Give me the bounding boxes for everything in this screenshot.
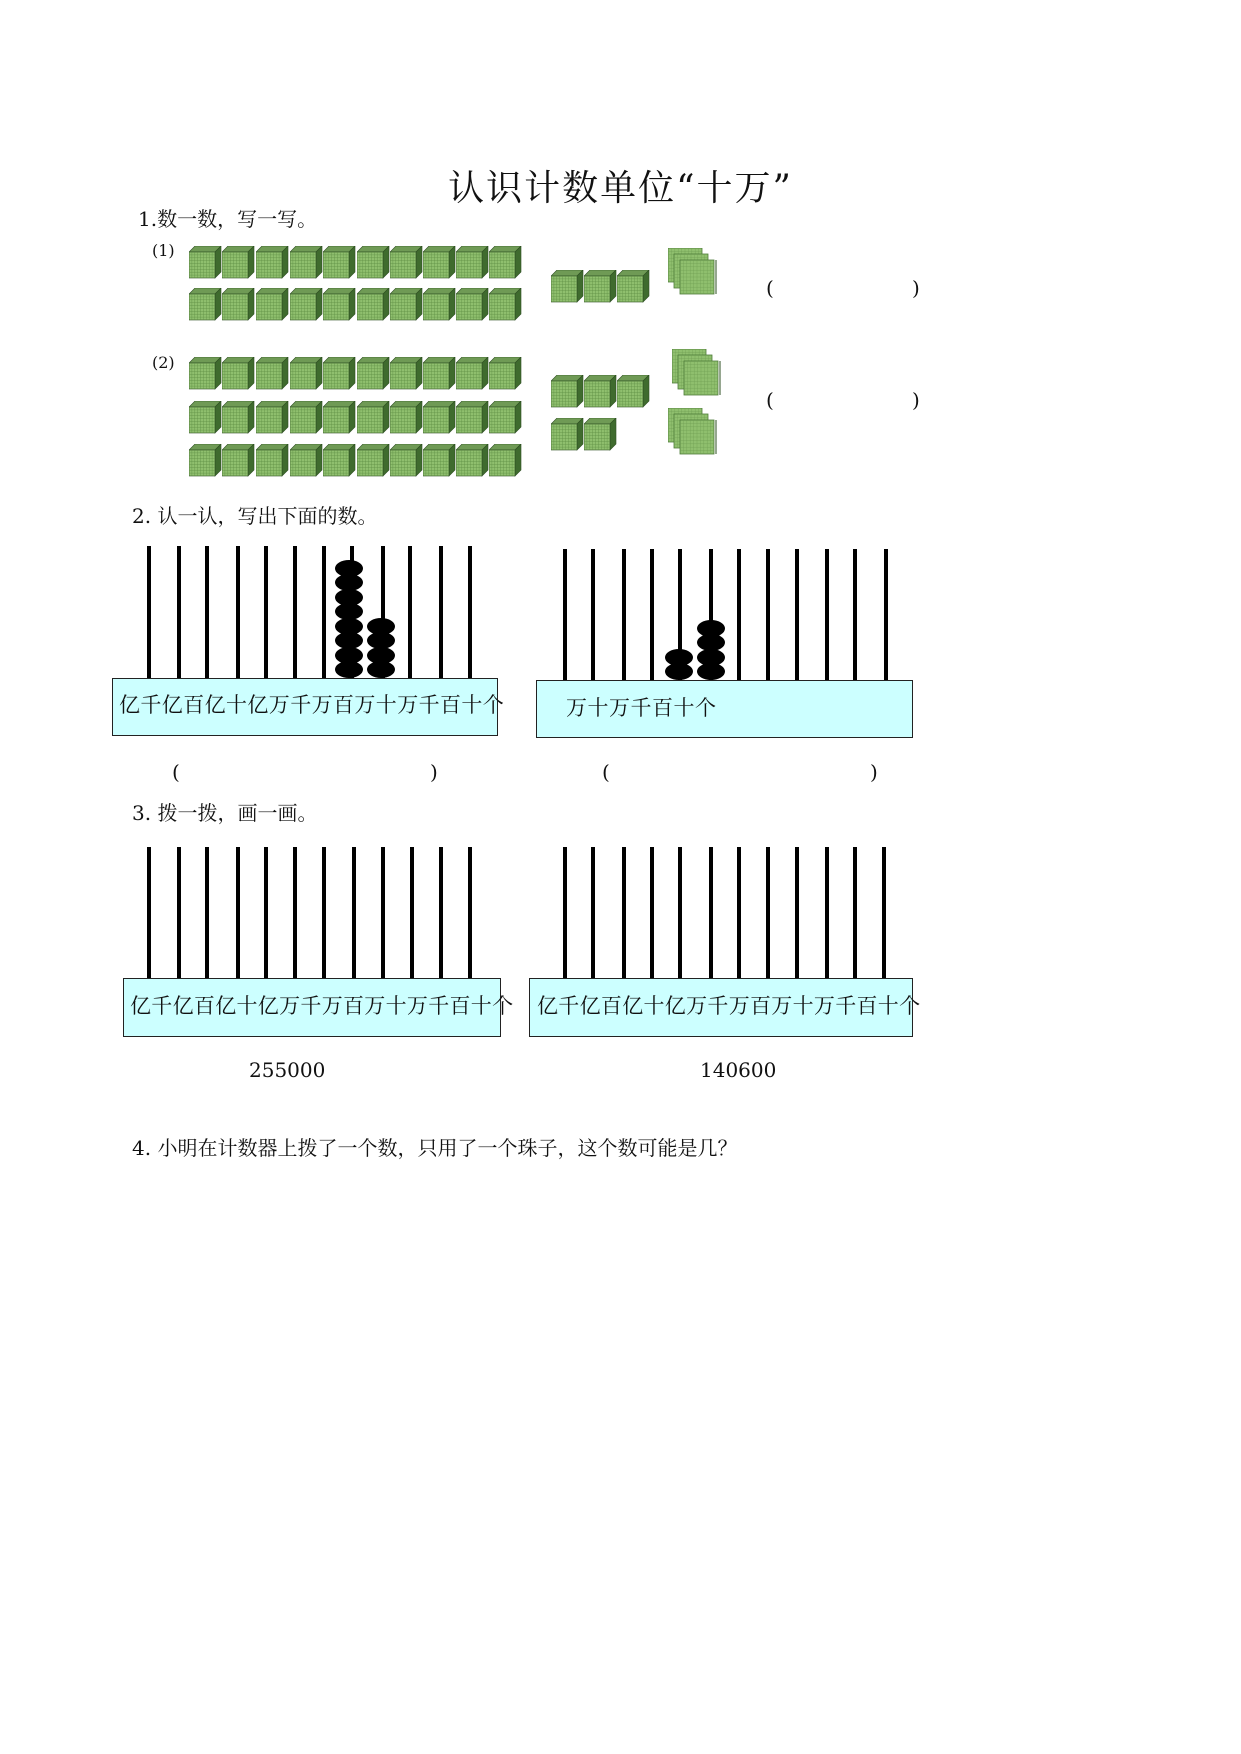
place-value-labels: 亿千亿百亿十亿万千万百万十万千百十个 [130, 994, 514, 1018]
thousand-cube-icon [256, 357, 290, 391]
question-1-item-1-label: (1) [152, 241, 175, 260]
abacus-rod [293, 546, 297, 680]
abacus-rod [678, 847, 682, 980]
thousand-cube-icon [290, 444, 324, 478]
thousand-cube-icon [551, 270, 585, 304]
abacus-rod [468, 847, 472, 980]
thousand-cube-icon [189, 246, 223, 280]
abacus-rod [322, 546, 326, 680]
thousand-cube-icon [456, 401, 490, 435]
abacus-rod [795, 549, 799, 682]
thousand-cube-icon [357, 401, 391, 435]
thousand-cube-icon [456, 288, 490, 322]
abacus-bead [367, 661, 395, 678]
target-number: 140600 [700, 1058, 777, 1082]
thousand-cube-icon [290, 357, 324, 391]
thousand-cube-icon [584, 270, 618, 304]
thousand-cube-icon [256, 246, 290, 280]
thousand-cube-icon [584, 375, 618, 409]
abacus-rod [795, 847, 799, 980]
abacus-rod [737, 847, 741, 980]
abacus-rod [591, 847, 595, 980]
abacus-rod [563, 549, 567, 682]
abacus-bead [335, 632, 363, 649]
page-title: 认识计数单位“十万” [448, 168, 793, 209]
abacus-bead [335, 589, 363, 606]
thousand-cube-icon [357, 288, 391, 322]
abacus-rod [177, 546, 181, 680]
thousand-cube-icon [423, 444, 457, 478]
question-4-heading: 4. 小明在计数器上拨了一个数，只用了一个珠子，这个数可能是几？ [132, 1136, 738, 1160]
question-2-heading: 2. 认一认，写出下面的数。 [132, 504, 378, 528]
abacus-bead [697, 620, 725, 637]
abacus-rod [177, 847, 181, 980]
thousand-cube-icon [423, 357, 457, 391]
abacus-rod [264, 546, 268, 680]
abacus-rod [322, 847, 326, 980]
thousand-cube-icon [584, 418, 618, 452]
thousand-cube-icon [290, 288, 324, 322]
abacus-bead [335, 560, 363, 577]
answer-paren-open: ( [766, 276, 774, 300]
thousand-cube-icon [189, 444, 223, 478]
abacus-rod [147, 847, 151, 980]
thousand-cube-icon [323, 357, 357, 391]
thousand-cube-icon [617, 375, 651, 409]
thousand-cube-icon [290, 401, 324, 435]
thousand-cube-icon [551, 418, 585, 452]
hundred-flat-icon [668, 248, 720, 296]
abacus-rod [825, 847, 829, 980]
thousand-cube-icon [222, 444, 256, 478]
abacus-bead [697, 663, 725, 680]
thousand-cube-icon [189, 357, 223, 391]
thousand-cube-icon [456, 246, 490, 280]
abacus-bead [697, 649, 725, 666]
abacus-rod [622, 847, 626, 980]
answer-paren-close: ) [430, 760, 438, 784]
abacus-rod [236, 847, 240, 980]
abacus-rod [381, 847, 385, 980]
thousand-cube-icon [489, 288, 523, 322]
abacus-rod [884, 549, 888, 682]
thousand-cube-icon [489, 444, 523, 478]
thousand-cube-icon [456, 444, 490, 478]
abacus-bead [665, 663, 693, 680]
abacus-rod [853, 549, 857, 682]
abacus-rod [439, 546, 443, 680]
target-number: 255000 [249, 1058, 326, 1082]
thousand-cube-icon [423, 401, 457, 435]
thousand-cube-icon [390, 288, 424, 322]
thousand-cube-icon [323, 246, 357, 280]
thousand-cube-icon [390, 444, 424, 478]
thousand-cube-icon [357, 357, 391, 391]
abacus-rod [205, 847, 209, 980]
abacus-bead [367, 647, 395, 664]
abacus-bead [335, 603, 363, 620]
abacus-rod [853, 847, 857, 980]
thousand-cube-icon [222, 288, 256, 322]
abacus-rod [650, 847, 654, 980]
thousand-cube-icon [551, 375, 585, 409]
answer-paren-open: ( [172, 760, 180, 784]
abacus-rod [468, 546, 472, 680]
hundred-flat-icon [672, 349, 724, 397]
thousand-cube-icon [256, 288, 290, 322]
thousand-cube-icon [489, 401, 523, 435]
answer-paren-open: ( [602, 760, 610, 784]
thousand-cube-icon [323, 444, 357, 478]
abacus-rod [882, 847, 886, 980]
place-value-labels: 亿千亿百亿十亿万千万百万十万千百十个 [119, 693, 505, 717]
thousand-cube-icon [357, 444, 391, 478]
abacus-bead [697, 634, 725, 651]
thousand-cube-icon [323, 401, 357, 435]
abacus-rod [766, 549, 770, 682]
abacus-bead [335, 618, 363, 635]
abacus-rod [236, 546, 240, 680]
abacus-rod [591, 549, 595, 682]
abacus-rod [766, 847, 770, 980]
thousand-cube-icon [617, 270, 651, 304]
abacus-bead [335, 647, 363, 664]
answer-paren-close: ) [912, 276, 920, 300]
abacus-rod [408, 546, 412, 680]
thousand-cube-icon [222, 401, 256, 435]
thousand-cube-icon [489, 357, 523, 391]
abacus-rod [825, 549, 829, 682]
abacus-bead [335, 574, 363, 591]
thousand-cube-icon [390, 246, 424, 280]
place-value-labels: 万十万千百十个 [566, 696, 717, 720]
question-1-heading: 1.数一数，写一写。 [138, 207, 318, 231]
abacus-rod [293, 847, 297, 980]
abacus-bead [335, 661, 363, 678]
abacus-rod [205, 546, 209, 680]
thousand-cube-icon [256, 444, 290, 478]
thousand-cube-icon [189, 288, 223, 322]
answer-paren-close: ) [912, 388, 920, 412]
abacus-bead [665, 649, 693, 666]
question-1-item-2-label: (2) [152, 353, 175, 372]
abacus-bead [367, 618, 395, 635]
thousand-cube-icon [189, 401, 223, 435]
hundred-flat-icon [668, 408, 720, 456]
abacus-rod [410, 847, 414, 980]
abacus-rod [147, 546, 151, 680]
thousand-cube-icon [256, 401, 290, 435]
abacus-rod [439, 847, 443, 980]
question-3-heading: 3. 拨一拨，画一画。 [132, 801, 318, 825]
thousand-cube-icon [423, 288, 457, 322]
thousand-cube-icon [390, 401, 424, 435]
place-value-labels: 亿千亿百亿十亿万千万百万十万千百十个 [537, 994, 921, 1018]
abacus-rod [352, 847, 356, 980]
thousand-cube-icon [423, 246, 457, 280]
abacus-bead [367, 632, 395, 649]
thousand-cube-icon [357, 246, 391, 280]
thousand-cube-icon [456, 357, 490, 391]
thousand-cube-icon [323, 288, 357, 322]
thousand-cube-icon [222, 246, 256, 280]
answer-paren-close: ) [870, 760, 878, 784]
abacus-rod [622, 549, 626, 682]
thousand-cube-icon [390, 357, 424, 391]
thousand-cube-icon [489, 246, 523, 280]
thousand-cube-icon [290, 246, 324, 280]
abacus-rod [737, 549, 741, 682]
abacus-rod [563, 847, 567, 980]
abacus-rod [264, 847, 268, 980]
abacus-rod [709, 847, 713, 980]
answer-paren-open: ( [766, 388, 774, 412]
thousand-cube-icon [222, 357, 256, 391]
abacus-rod [650, 549, 654, 682]
